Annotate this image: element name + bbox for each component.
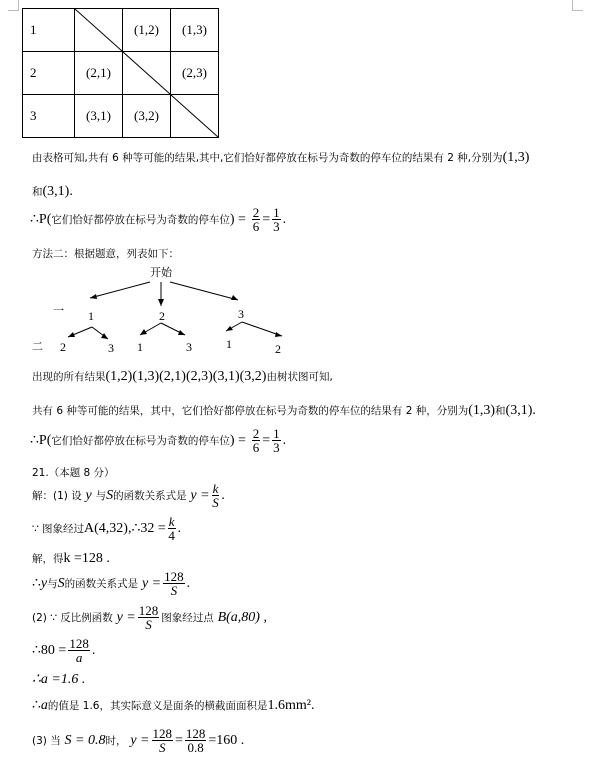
numerator: 128 [185,726,206,741]
table-cell: (1,3) [171,9,219,52]
math-span: 1.6mm² [267,698,311,713]
text-span: (2) ∵ 反比例函数 [32,612,113,624]
numerator: 128 [152,726,172,741]
text-span: 与 [47,578,58,590]
solution-line [32,637,95,664]
numerator: 128 [164,569,184,584]
text-span: 的函数关系式是 [113,490,187,502]
question-heading: 21.（本题 8 分） [32,467,115,479]
text-span: ∵ 图象经过 [32,523,85,535]
outcome-table [22,8,219,138]
tree-leaf: 1 [226,337,232,351]
tree-node: 3 [238,307,244,321]
tree-leaf: 1 [137,340,143,354]
math-span: k =128 . [63,551,110,566]
text-line [32,184,73,200]
solution-line [32,727,244,754]
probability-line [30,206,286,233]
math-span: ) = [229,433,246,448]
text-span: 由表格可知,共有 6 种等可能的结果,其中,它们恰好都停放在标号为奇数的停车位的结果有 2 种,分别为 [32,152,503,164]
numerator: k [212,481,219,496]
tree-leaf: 3 [186,340,192,354]
tree-leaf: 2 [275,342,281,356]
table-row [23,52,219,95]
denominator: S [145,617,152,632]
text-span: 的函数关系式是 [64,578,139,590]
math-span: y = [190,488,210,503]
diagonal-line [171,95,218,137]
math-span: ∴ [32,698,41,713]
solution-line [32,551,110,567]
fraction [252,206,261,233]
text-line [32,369,333,385]
math-span: = [262,433,271,448]
math-span: (1,3) [502,150,530,165]
fraction [168,515,176,542]
denominator: S [170,583,178,598]
diagonal-cell [75,9,123,52]
math-span: y = [130,733,150,748]
text-span: 和 [32,186,43,198]
text-span: 与 [95,490,107,502]
math-span: ∴80 = [32,643,67,658]
diagonal-cell [171,95,219,138]
tree-level-two-label: 二 [32,340,43,353]
tree-node: 2 [159,309,165,323]
text-span: 时， [105,735,127,747]
text-span: 和 [495,405,506,417]
fraction [138,604,160,631]
text-span: 共有 6 种等可能的结果，其中，它们恰好都停放在标号为奇数的停车位的结果有 2 种，分别为 [32,405,469,417]
table-cell: (1,2) [123,9,171,52]
text-span: 它们恰好都停放在标号为奇数的停车位 [51,435,230,447]
math-span: S [57,576,65,591]
math-span: =160 . [208,733,245,748]
numerator: k [168,514,175,529]
fraction [212,482,220,509]
math-span: = [175,733,183,748]
math-span: ) = [229,212,246,227]
denominator: S [212,495,219,510]
text-line [32,150,529,166]
math-span: ∴a =1.6 . [32,672,86,687]
math-span: S [106,488,114,503]
numerator: 128 [69,636,89,651]
text-span: 解：(1) 设 [32,490,82,502]
numerator: 128 [138,603,159,618]
fraction [68,637,90,664]
text-line [32,403,536,419]
denominator: 4 [168,528,175,543]
math-span: S = 0.8 [64,733,106,748]
text-span: 由树状图可知, [266,371,333,383]
tree-start-label: 开始 [150,266,172,279]
text-span: . [177,521,182,536]
math-span: B(a,80) , [217,610,267,625]
table-cell: (3,1) [75,95,123,138]
row-header: 3 [23,95,75,138]
corner-mark [8,0,19,11]
denominator: 0.8 [187,740,204,755]
math-span: = [262,212,271,227]
tree-diagram [20,262,320,362]
solution-line [32,482,225,509]
text-span: . [532,403,536,418]
denominator: 3 [273,440,280,455]
diagonal-line [123,52,170,94]
denominator: 3 [273,219,280,234]
math-span: ∴P( [30,433,52,448]
math-span: y [85,488,92,503]
table-cell: (3,2) [123,95,171,138]
diagonal-cell [123,52,171,95]
numerator: 1 [273,426,280,441]
math-span: y = [141,576,162,591]
fraction [185,727,207,754]
math-span: y [40,576,48,591]
math-span: y = [116,610,136,625]
text-span: 的值是 1.6，其实际意义是面条的横截面面积是 [47,700,268,712]
fraction [272,427,281,454]
fraction [163,570,185,597]
solution-line [32,604,267,631]
numerator: 2 [252,205,260,220]
table-row [23,95,219,138]
corner-mark [572,0,583,11]
math-span: ∴ [32,576,41,591]
math-span: (3,1) [42,184,70,199]
text-span: 图象经过点 [161,612,214,624]
math-span: (1,2)(1,3)(2,1)(2,3)(3,1)(3,2) [105,369,267,384]
text-span: . [186,576,191,591]
text-span: 解，得 [32,553,64,565]
numerator: 1 [273,205,280,220]
solution-line [32,515,181,542]
text-span: . [69,184,73,199]
tree-level-one-label: 一 [53,304,64,317]
solution-line [32,697,314,714]
math-span: ∴P( [30,212,52,227]
text-span: 它们恰好都停放在标号为奇数的停车位 [51,214,230,226]
fraction [252,427,261,454]
table-cell: (2,1) [75,52,123,95]
text-span: . [221,488,225,503]
solution-line [32,570,190,597]
text-span: . [310,698,315,713]
row-header: 2 [23,52,75,95]
tree-leaf: 3 [108,341,114,355]
fraction [152,727,174,754]
tree-leaf: 2 [60,340,66,354]
text-span: . [91,643,96,658]
fraction [272,206,281,233]
math-span: (1,3) [468,403,496,418]
math-span: a [40,698,48,713]
table-row [23,9,219,52]
text-span: . [282,212,287,227]
tree-node: 1 [88,309,94,323]
table-cell: (2,3) [171,52,219,95]
math-span: (3,1) [505,403,533,418]
denominator: S [159,740,166,755]
denominator: a [75,650,83,665]
row-header: 1 [23,9,75,52]
numerator: 2 [252,426,260,441]
math-span: A(4,32),∴32 = [84,521,166,536]
diagonal-line [75,9,122,51]
text-span: 出现的所有结果 [32,371,106,383]
denominator: 6 [252,219,260,234]
text-span: . [282,433,287,448]
denominator: 6 [252,440,260,455]
method-two-heading: 方法二：根据题意，列表如下： [32,248,179,260]
solution-line [32,671,85,688]
probability-line [30,427,286,454]
text-span: (3) 当 [32,735,61,747]
